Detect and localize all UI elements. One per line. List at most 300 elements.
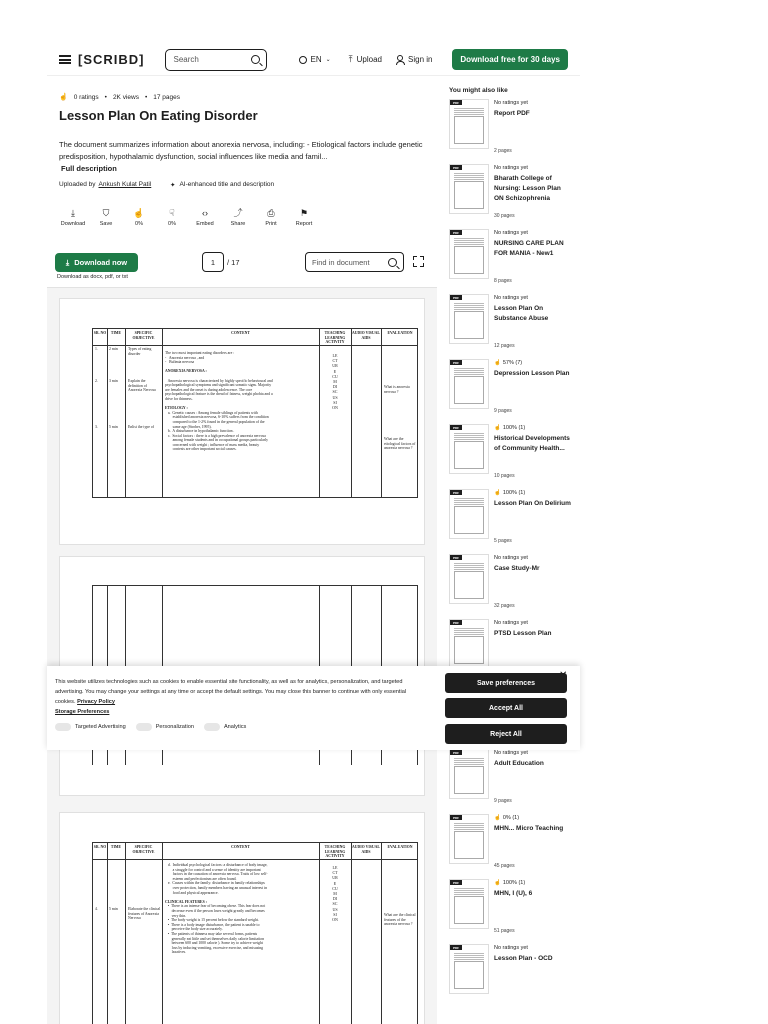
card-title[interactable]: Lesson Plan On Delirium [494, 500, 571, 507]
content-cell [165, 863, 317, 955]
card-rating [494, 295, 528, 301]
ai-enhanced-note [170, 181, 274, 189]
document-thumbnail[interactable] [449, 229, 489, 279]
recommendations-title: You might also like [449, 87, 508, 94]
pdf-badge: PDF [450, 165, 462, 170]
card-rating [494, 880, 525, 886]
reject-all-button[interactable]: Reject All [445, 724, 567, 744]
card-title[interactable]: Adult Education [494, 760, 544, 767]
pages-count: 17 pages [153, 93, 180, 101]
table-cell: 2 min [109, 347, 118, 351]
lesson-table [92, 842, 418, 1024]
rating-text: No ratings yet [494, 620, 528, 626]
thumbnail-table [454, 961, 484, 989]
thumbnail-line [454, 760, 484, 761]
table-header: CONTENT [231, 845, 250, 849]
thumbnail-table [454, 636, 484, 664]
thumbnail-line [454, 634, 484, 635]
toggle-switch[interactable] [55, 723, 71, 731]
globe-icon [299, 56, 307, 64]
upload-button[interactable] [349, 54, 382, 65]
upload-icon: ⤒ [348, 54, 353, 64]
document-thumbnail[interactable] [449, 619, 489, 669]
rating-text: No ratings yet [494, 945, 528, 951]
rating-text: 100% (1) [502, 880, 526, 886]
table-header: TIME [110, 331, 122, 335]
action-label: Share [230, 221, 246, 227]
thumbnail-line [454, 502, 484, 503]
thumbnail-table [454, 376, 484, 404]
card-title[interactable]: Bharath College of Nursing: Lesson Plan ON Schizophrenia [494, 175, 561, 202]
table-header: SR. NO [93, 331, 107, 335]
recommended-document-card[interactable] [449, 164, 577, 226]
sign-in-label: Sign in [408, 55, 433, 64]
thumbnail-table [454, 831, 484, 859]
table-cell: What are the clinical features of the anorexia nervosa ? [384, 913, 416, 927]
document-thumbnail[interactable] [449, 814, 489, 864]
like-action-button[interactable] [123, 201, 155, 227]
document-thumbnail[interactable] [449, 164, 489, 214]
action-label: 0% [135, 221, 143, 227]
table-cell: Types of eating disorder [128, 347, 152, 356]
language-selector[interactable] [299, 55, 331, 64]
rating-text: No ratings yet [494, 750, 528, 756]
action-label: 0% [168, 221, 176, 227]
privacy-policy-link[interactable]: Privacy Policy [77, 699, 116, 705]
card-pages: 8 pages [494, 278, 512, 284]
table-header: TEACHING LEARNING ACTIVITY [324, 331, 346, 344]
uploader-link[interactable]: Ankush Kulat Patil [98, 181, 152, 188]
rating-text: No ratings yet [494, 165, 528, 171]
full-description-link[interactable]: Full description [61, 164, 117, 173]
thumbnail-table [454, 571, 484, 599]
save-preferences-button[interactable]: Save preferences [445, 673, 567, 693]
cookie-text-block [55, 677, 425, 717]
document-title: Lesson Plan On Eating Disorder [59, 108, 258, 123]
card-pages: 45 pages [494, 863, 515, 869]
pdf-badge: PDF [450, 815, 462, 820]
action-label: Report [295, 221, 313, 227]
card-title[interactable]: Lesson Plan - OCD [494, 955, 553, 962]
thumbnail-line [454, 888, 484, 889]
table-cell: 3. [95, 425, 98, 429]
thumbnail-line [454, 108, 484, 109]
thumbnail-line [454, 368, 484, 369]
storage-preferences-link[interactable]: Storage Preferences [55, 709, 110, 715]
content-line: generally eat little and set themselves daily calorie limitation [165, 936, 265, 941]
thumbnail-line [454, 238, 484, 239]
document-thumbnail[interactable] [449, 359, 489, 409]
content-line: same age (Strober, 1995). [165, 424, 212, 429]
thumbnail-line [454, 437, 484, 438]
document-thumbnail[interactable] [449, 879, 489, 929]
thumbnail-line [454, 632, 484, 633]
close-icon[interactable]: ✕ [559, 670, 568, 681]
upload-label: Upload [356, 55, 382, 64]
card-pages: 32 pages [494, 603, 515, 609]
scribd-logo[interactable]: [SCRIBD] [78, 52, 145, 67]
thumbnail-line [454, 764, 484, 765]
card-rating [494, 230, 528, 236]
thumbnail-line [454, 179, 484, 180]
card-rating [494, 360, 522, 366]
thumbnail-line [454, 892, 484, 893]
thumbnail-line [454, 762, 484, 763]
find-in-document-input[interactable] [305, 252, 404, 272]
card-pages: 5 pages [494, 538, 512, 544]
card-pages: 2 pages [494, 148, 512, 154]
card-title[interactable]: Lesson Plan On Substance Abuse [494, 305, 549, 322]
sparkle-icon: ✦ [170, 182, 176, 189]
rating-text: No ratings yet [494, 100, 528, 106]
content-line: a. Genetic causes : Among female siblings of patients with [165, 410, 258, 415]
rating-text: No ratings yet [494, 295, 528, 301]
recommended-document-card[interactable] [449, 879, 577, 941]
table-header: SR. NO [93, 845, 107, 849]
cookie-toggles [55, 723, 246, 731]
teaching-activity: LECTURE CUM DISCUSSION [332, 865, 338, 923]
document-thumbnail[interactable] [449, 554, 489, 604]
dislike-action-button[interactable] [156, 201, 188, 227]
thumbnail-line [454, 567, 484, 568]
cookie-banner [47, 666, 580, 750]
card-rating [494, 750, 528, 756]
card-title[interactable]: MHN, I (U), 6 [494, 890, 533, 897]
targeted-advertising-toggle[interactable] [55, 723, 126, 731]
content-line: contests are other important social causes. [165, 447, 237, 452]
card-rating [494, 555, 528, 561]
table-cell: Enlist the type of [128, 425, 155, 429]
card-pages: 12 pages [494, 343, 515, 349]
content-line: over protection, family members having an unusual interest in [165, 885, 267, 890]
content-line: decrease even if the person loses weight greatly and becomes [165, 908, 265, 913]
content-line: compared to the 1-2% found in the general population of the [165, 419, 265, 424]
ratings-count: 0 ratings [73, 93, 99, 101]
print-action-button[interactable] [255, 201, 287, 227]
download-icon: ⤓ [65, 257, 70, 267]
toggle-switch[interactable] [204, 723, 220, 731]
content-line: • The patients of thinness may take several forms, patients [165, 931, 258, 936]
content-line: perceive the body size accurately. [165, 927, 223, 932]
thumbnail-line [454, 242, 484, 243]
card-title[interactable]: PTSD Lesson Plan [494, 630, 552, 637]
card-pages: 30 pages [494, 213, 515, 219]
table-cell: What is anorexia nervosa ? [384, 385, 410, 394]
content-line: psychopathological feature is the dread of fatness, weight phobia and a [165, 392, 273, 397]
recommended-document-card[interactable] [449, 749, 577, 811]
thumbnail-line [454, 569, 484, 570]
content-line: d. Individual psychological factors: a disturbance of body image, [165, 863, 268, 867]
pdf-badge: PDF [450, 750, 462, 755]
download-now-button[interactable] [55, 253, 138, 272]
document-thumbnail[interactable] [449, 749, 489, 799]
download-formats: Download as docx, pdf, or txt [57, 274, 128, 280]
document-thumbnail[interactable] [449, 489, 489, 539]
recommended-document-card[interactable] [449, 229, 577, 291]
thumbs-up-icon: ☝ [494, 815, 501, 821]
thumbs-up-icon: ☝ [59, 94, 68, 101]
recommended-document-card[interactable] [449, 294, 577, 356]
document-page-3 [59, 812, 425, 1024]
thumbnail-line [454, 823, 484, 824]
personalization-toggle[interactable] [136, 723, 194, 731]
thumbnail-line [454, 244, 484, 245]
thumbnail-line [454, 305, 484, 306]
content-line: b. A disturbance in hypothalamic function . [165, 429, 235, 434]
document-viewer[interactable] [47, 287, 437, 1024]
views-count: 2K views [112, 93, 139, 101]
pdf-badge: PDF [450, 100, 462, 105]
content-line: CLINICAL FEATURES : [165, 899, 207, 904]
table-cell: 5 min [109, 425, 118, 429]
thumbnail-line [454, 565, 484, 566]
content-line: esteem and perfectionism are often found. [165, 876, 237, 881]
content-line: are females and the onset is during adolescence. The core [165, 387, 253, 392]
table-header: TIME [110, 845, 122, 849]
card-title[interactable]: Historical Developments of Community Health... [494, 435, 570, 452]
meta-separator: • [144, 93, 148, 101]
content-line: a struggle for control and a sense of identity are important [165, 867, 261, 872]
card-title[interactable]: MHN... Micro Teaching [494, 825, 564, 832]
content-line: Anorexia nervosa is characterized by highly specific behavioural and [165, 378, 273, 383]
save-action-button[interactable] [90, 201, 122, 227]
rating-text: 100% (1) [502, 490, 526, 496]
content-line: The two most important eating disorders are : [165, 351, 235, 355]
download-now-label: Download now [74, 258, 128, 267]
pdf-badge: PDF [450, 620, 462, 625]
report-action-button[interactable] [288, 201, 320, 227]
action-label: Download [60, 221, 86, 227]
thumbnail-line [454, 500, 484, 501]
thumbnail-table [454, 766, 484, 794]
cookie-message: This website utilizes technologies such as cookies to enable essential site functionality, as well as for analytics, personalization, and targeted advertising. You may change your settings at any time or accept the default settings. You may close this banner to continue with only essential cookies. [55, 679, 407, 705]
thumbnail-line [454, 177, 484, 178]
thumbnail-line [454, 953, 484, 954]
thumbnail-line [454, 498, 484, 499]
content-line: drive for thinness. [165, 396, 193, 401]
search-icon[interactable] [388, 258, 397, 267]
document-actions [57, 201, 320, 227]
document-thumbnail[interactable] [449, 944, 489, 994]
accept-all-button[interactable]: Accept All [445, 698, 567, 718]
uploaded-by [59, 181, 151, 188]
card-pages: 51 pages [494, 928, 515, 934]
download-free-button[interactable]: Download free for 30 days [452, 49, 568, 70]
pdf-badge: PDF [450, 295, 462, 300]
thumbs-down-icon: ☟ [169, 208, 175, 218]
table-cell: 3 min [109, 379, 118, 383]
find-placeholder: Find in document [312, 257, 370, 267]
table-cell: 2. [95, 379, 98, 383]
card-rating [494, 165, 528, 171]
card-rating [494, 100, 528, 106]
thumbnail-table [454, 506, 484, 534]
content-line: very thin. [165, 913, 187, 918]
thumbnail-line [454, 303, 484, 304]
thumbnail-line [454, 240, 484, 241]
ai-note-label: AI-enhanced title and description [179, 181, 275, 188]
thumbnail-line [454, 173, 484, 174]
page-number-input[interactable]: 1 [202, 252, 224, 272]
card-rating [494, 815, 519, 821]
card-rating [494, 490, 525, 496]
document-thumbnail[interactable] [449, 294, 489, 344]
content-line: e. Causes within the family: disturbance in family relationships [165, 881, 265, 886]
thumbnail-line [454, 309, 484, 310]
action-label: Print [265, 221, 277, 227]
bookmark-icon: ⛉ [102, 208, 110, 218]
content-line: food and physical appearance. [165, 890, 219, 895]
thumbs-up-icon: ☝ [494, 360, 501, 366]
thumbnail-table [454, 311, 484, 339]
recommended-document-card[interactable] [449, 359, 577, 421]
thumbnail-line [454, 433, 484, 434]
document-thumbnail[interactable] [449, 99, 489, 149]
card-title[interactable]: Case Study-Mr [494, 565, 540, 572]
table-cell: What are the etiological factors of anorexia nervosa ? [384, 437, 416, 451]
thumbnail-table [454, 181, 484, 209]
content-line: - Anorexia nervosa , and [165, 355, 205, 360]
download-action-button[interactable] [57, 201, 89, 227]
content-line: • There is an intense fear of becoming obese. This fear does not [165, 904, 266, 909]
uploaded-by-label: Uploaded by [59, 181, 96, 188]
table-header: EVALUATION [387, 845, 413, 849]
thumbnail-line [454, 374, 484, 375]
table-cell: 4. [95, 907, 98, 911]
search-input[interactable] [165, 49, 267, 71]
content-line: concerned with weight ; influence of mass media, beauty [165, 442, 260, 447]
content-line: laxatives. [165, 950, 187, 955]
thumbnail-line [454, 112, 484, 113]
lesson-table [92, 328, 418, 498]
analytics-toggle[interactable] [204, 723, 246, 731]
thumbnail-line [454, 439, 484, 440]
fullscreen-icon[interactable] [413, 256, 424, 267]
table-header: AUDIO VISUAL AIDS [352, 845, 380, 854]
table-cell: 1. [95, 347, 98, 351]
user-icon [396, 56, 404, 64]
rating-text: No ratings yet [494, 555, 528, 561]
card-title[interactable]: Report PDF [494, 110, 530, 117]
rating-text: 57% (7) [502, 360, 523, 366]
content-line: psychopathological symptoms and significant somatic signs. Majority [165, 383, 272, 388]
meta-separator: • [104, 93, 107, 101]
thumbs-up-icon: ☝ [133, 208, 145, 218]
card-rating [494, 620, 528, 626]
download-icon: ⤓ [71, 208, 75, 218]
thumbnail-table [454, 246, 484, 274]
document-meta [59, 93, 180, 101]
thumbnail-line [454, 827, 484, 828]
chevron-down-icon: ⌄ [325, 57, 331, 63]
thumbnail-line [454, 825, 484, 826]
table-cell: 5 min [109, 907, 118, 911]
flag-icon: ⚑ [299, 208, 309, 218]
toggle-label: Personalization [155, 724, 194, 730]
card-title[interactable]: NURSING CARE PLAN FOR MANIA - New1 [494, 240, 564, 257]
thumbnail-line [454, 435, 484, 436]
thumbnail-line [454, 894, 484, 895]
recommended-document-card[interactable] [449, 424, 577, 486]
recommended-document-card[interactable] [449, 99, 577, 161]
teaching-activity: LECTURE CUM DISCUSSION [332, 353, 338, 411]
thumbnail-line [454, 175, 484, 176]
thumbnail-line [454, 504, 484, 505]
thumbnail-line [454, 955, 484, 956]
embed-icon: ‹› [202, 208, 208, 218]
thumbnail-table [454, 116, 484, 144]
card-pages: 10 pages [494, 473, 515, 479]
recommended-document-card[interactable] [449, 554, 577, 616]
search-icon[interactable] [251, 55, 260, 64]
rating-text: 0% (1) [502, 815, 520, 821]
table-cell: Elaborate the clinical features of Anorexia Nervosa [128, 907, 161, 921]
top-navigation-bar [47, 44, 580, 76]
print-icon: ⎙ [267, 208, 275, 218]
menu-icon[interactable] [59, 55, 71, 64]
thumbs-up-icon: ☝ [494, 880, 501, 886]
pdf-badge: PDF [450, 490, 462, 495]
table-header: SPECIFIC OBJECTIVE [132, 331, 155, 340]
thumbnail-line [454, 370, 484, 371]
table-header: TEACHING LEARNING ACTIVITY [324, 845, 346, 858]
thumbnail-line [454, 890, 484, 891]
content-line: • There is a body image disturbance, the patient is unable to [165, 922, 260, 927]
content-line: ETIOLOGY : [165, 406, 188, 411]
card-pages: 9 pages [494, 408, 512, 414]
page-total: / 17 [227, 258, 240, 267]
thumbnail-line [454, 114, 484, 115]
card-rating [494, 945, 528, 951]
thumbnail-line [454, 110, 484, 111]
toggle-label: Targeted Advertising [75, 724, 126, 730]
content-line: factors in the causation of anorexia nervosa. Traits of low self- [165, 872, 268, 877]
action-label: Embed [196, 221, 214, 227]
thumbs-up-icon: ☝ [494, 425, 501, 431]
content-line: - Bulimia nervosa [165, 360, 195, 365]
pdf-badge: PDF [450, 230, 462, 235]
content-line: established anorexia nervosa, 6-10% suffers from the condition [165, 415, 269, 420]
recommended-document-card[interactable] [449, 489, 577, 551]
pdf-badge: PDF [450, 555, 462, 560]
toggle-label: Analytics [223, 724, 247, 730]
share-action-button[interactable] [222, 201, 254, 227]
rating-text: 100% (1) [502, 425, 526, 431]
content-line: c. Social factors : there is a high prevalence of anorexia nervosa [165, 433, 266, 438]
thumbnail-line [454, 758, 484, 759]
table-cell: Explain the definition of Anorexia Nervosa [128, 379, 156, 393]
thumbnail-line [454, 628, 484, 629]
document-thumbnail[interactable] [449, 424, 489, 474]
content-cell [165, 351, 317, 452]
recommended-document-card[interactable] [449, 814, 577, 876]
search-placeholder: Search [173, 55, 199, 64]
pdf-badge: PDF [450, 360, 462, 365]
card-pages: 9 pages [494, 798, 512, 804]
embed-action-button[interactable] [189, 201, 221, 227]
document-summary: The document summarizes information about anorexia nervosa, including: - Etiological factors include genetic predisposition, hypothalamic dysfunction, social influences like media and famil... [59, 140, 423, 161]
sign-in-button[interactable] [396, 55, 432, 64]
share-icon: ⤴ [233, 208, 243, 218]
card-title[interactable]: Depression Lesson Plan [494, 370, 570, 377]
recommended-document-card[interactable] [449, 944, 577, 1006]
toggle-switch[interactable] [136, 723, 152, 731]
thumbnail-line [454, 829, 484, 830]
pdf-badge: PDF [450, 880, 462, 885]
thumbnail-line [454, 959, 484, 960]
table-header: EVALUATION [387, 331, 413, 335]
rating-text: No ratings yet [494, 230, 528, 236]
